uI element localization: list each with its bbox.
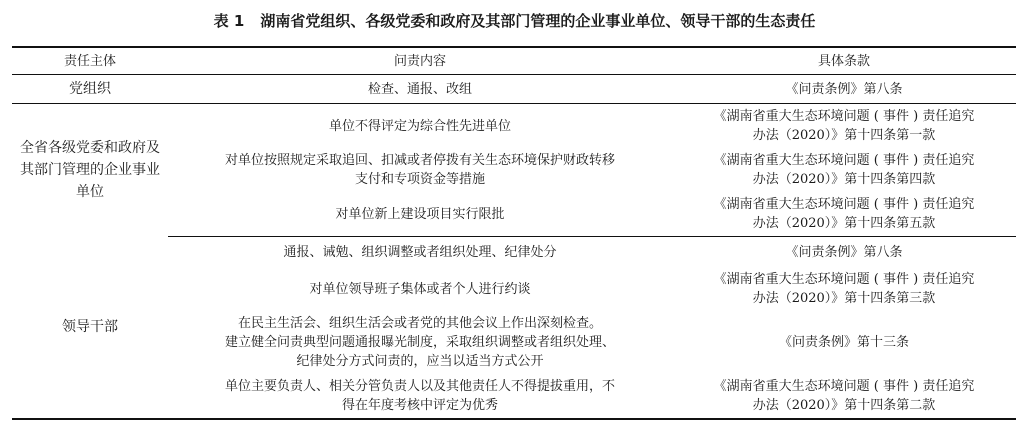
header-content: 问责内容 — [168, 47, 672, 75]
clause-cell: 《湖南省重大生态环境问题 ( 事件 ) 责任追究 办法（2020）》第十四条第五款 — [672, 192, 1016, 237]
table-row — [12, 75, 1016, 104]
clause-cell: 《湖南省重大生态环境问题 ( 事件 ) 责任追究 办法（2020）》第十四条第三款 — [713, 272, 975, 306]
table-row — [12, 237, 1016, 268]
clause-cell: 《问责条例》第八条 — [672, 75, 1016, 104]
subject-cell: 党组织 — [12, 75, 168, 104]
content-cell: 对单位新上建设项目实行限批 — [168, 192, 672, 237]
content-cell: 检查、通报、改组 — [168, 75, 672, 104]
content-cell: 单位不得评定为综合性先进单位 — [328, 118, 511, 134]
content-cell: 通报、诫勉、组织调整或者组织处理、纪律处分 — [283, 244, 557, 260]
clause-cell: 《湖南省重大生态环境问题 ( 事件 ) 责任追究 办法（2020）》第十四条第四款 — [713, 153, 975, 187]
responsibility-table — [12, 46, 1016, 420]
table-row — [12, 104, 1016, 149]
content-cell: 单位主要负责人、相关分管负责人以及其他责任人不得提拔重用，不 得在年度考核中评定为优秀 — [168, 374, 672, 419]
table-caption — [0, 10, 1029, 32]
content-cell: 对单位领导班子集体或者个人进行约谈 — [309, 281, 531, 297]
table-title: 湖南省党组织、各级党委和政府及其部门管理的企业事业单位、领导干部的生态责任 — [260, 12, 816, 30]
header-subject: 责任主体 — [12, 47, 168, 75]
subject-cell: 领导干部 — [12, 237, 168, 420]
clause-cell: 《湖南省重大生态环境问题 ( 事件 ) 责任追究 办法（2020）》第十四条第一款 — [713, 109, 975, 143]
header-clause: 具体条款 — [672, 47, 1016, 75]
clause-cell: 《问责条例》第八条 — [785, 244, 903, 260]
clause-cell: 《问责条例》第十三条 — [778, 335, 909, 350]
table-number: 表 1 — [213, 12, 245, 30]
header-row — [12, 47, 1016, 75]
subject-cell: 全省各级党委和政府及其部门管理的企业事业单位 — [20, 140, 160, 201]
content-cell: 在民主生活会、组织生活会或者党的其他会议上作出深刻检查。 建立健全问责典型问题通报曝光制度，采取组织调整或者组织处理、 纪律处分方式问责的，应当以适当方式公开 — [224, 316, 615, 369]
content-cell: 对单位按照规定采取追回、扣减或者停拨有关生态环境保护财政转移 支付和专项资金等措施 — [224, 153, 615, 187]
clause-cell: 《湖南省重大生态环境问题 ( 事件 ) 责任追究 办法（2020）》第十四条第二款 — [672, 374, 1016, 419]
